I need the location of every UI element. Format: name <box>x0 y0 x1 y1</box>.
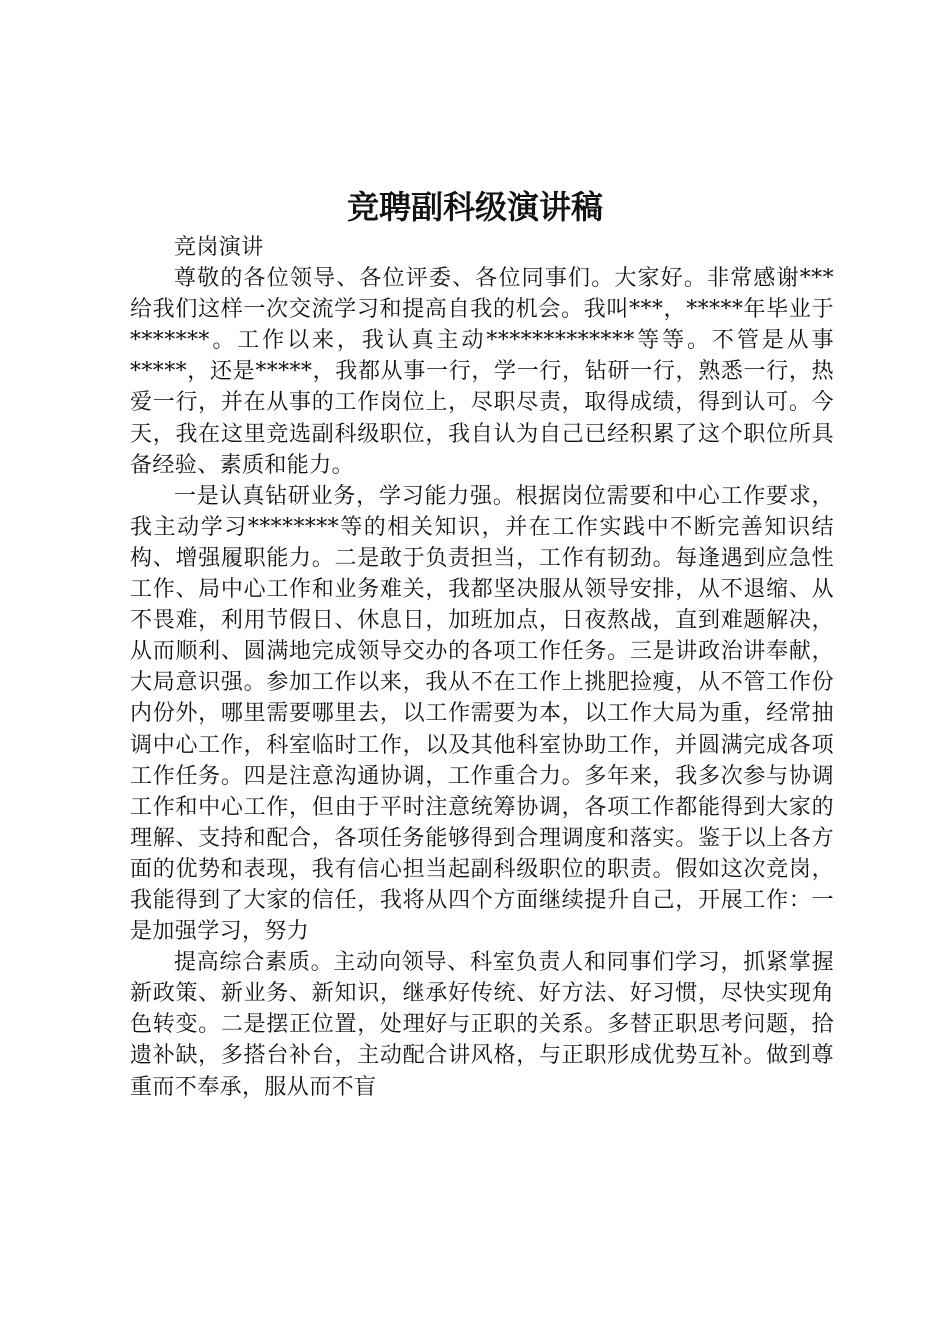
document-body <box>130 232 834 1103</box>
document-title: 竞聘副科级演讲稿 <box>346 188 603 226</box>
paragraph: 尊敬的各位领导、各位评委、各位同事们。大家好。非常感谢***给我们这样一次交流学习和提高自我的机会。我叫***，*****年毕业于*******。工作以来，我认真主动*************等等。不管是从事*****，还是*****，我都从事一行，学一行，钻研一行，熟悉一行，热爱一行，并在从事的工作岗位上，尽职尽责，取得成绩，得到认可。今天，我在这里竞选副科级职位，我自认为自己已经积累了这个职位所具备经验、素质和能力。 <box>130 266 834 478</box>
paragraph: 一是认真钻研业务，学习能力强。根据岗位需要和中心工作要求，我主动学习********等的相关知识，并在工作实践中不断完善知识结构、增强履职能力。二是敢于负责担当，工作有韧劲。每逢遇到应急性工作、局中心工作和业务难关，我都坚决服从领导安排，从不退缩、从不畏难，利用节假日、休息日，加班加点，日夜熬战，直到难题解决，从而顺利、圆满地完成领导交办的各项工作任务。三是讲政治讲奉献，大局意识强。参加工作以来，我从不在工作上挑肥捡瘦，从不管工作份内份外，哪里需要哪里去，以工作需要为本，以工作大局为重，经常抽调中心工作，科室临时工作，以及其他科室协助工作，并圆满完成各项工作任务。四是注意沟通协调，工作重合力。多年来，我多次参与协调工作和中心工作，但由于平时注意统筹协调，各项工作都能得到大家的理解、支持和配合，各项任务能够得到合理调度和落实。鉴于以上各方面的优势和表现，我有信心担当起副科级职位的职责。假如这次竞岗，我能得到了大家的信任，我将从四个方面继续提升自己，开展工作：一是加强学习，努力 <box>130 483 834 945</box>
paragraph-heading: 竞岗演讲 <box>174 235 264 260</box>
paragraph: 提高综合素质。主动向领导、科室负责人和同事们学习，抓紧掌握新政策、新业务、新知识，继承好传统、好方法、好习惯，尽快实现角色转变。二是摆正位置，处理好与正职的关系。多替正职思考问题，拾遗补缺，多搭台补台，主动配合讲风格，与正职形成优势互补。做到尊重而不奉承，服从而不盲 <box>130 950 834 1100</box>
